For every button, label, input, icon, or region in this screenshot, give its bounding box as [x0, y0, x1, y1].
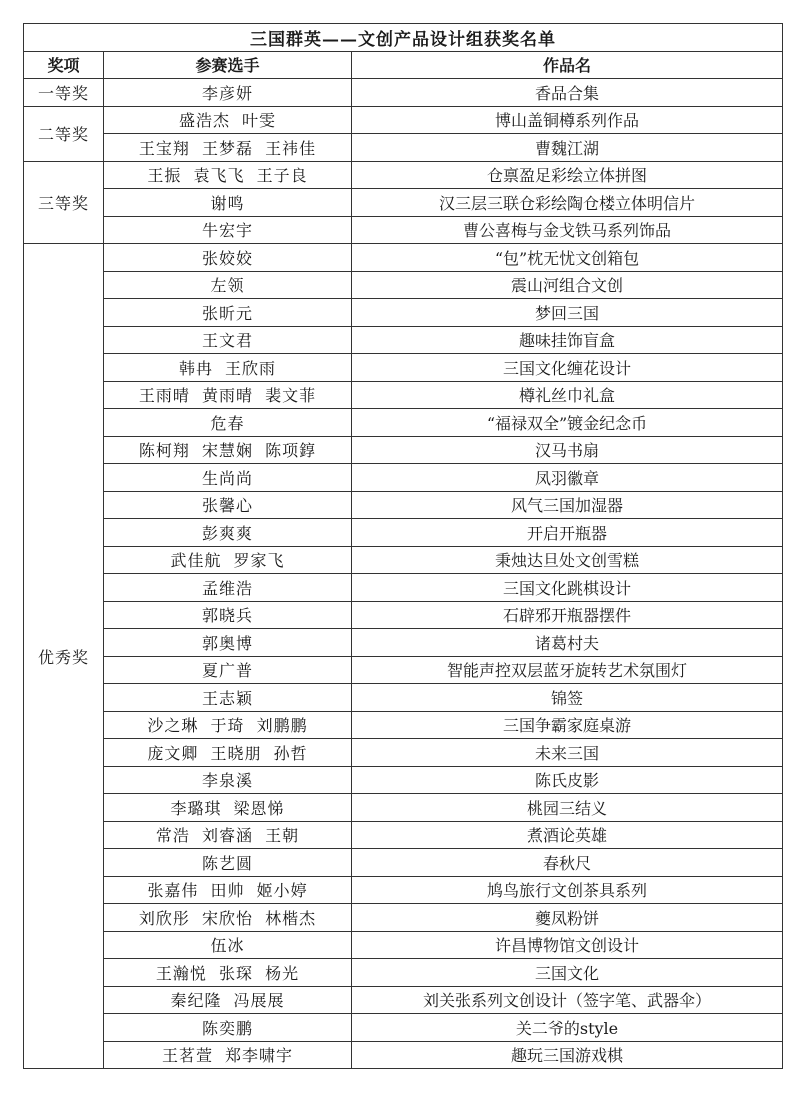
table-row [24, 711, 783, 739]
table-row [24, 959, 783, 987]
work-cell: 锦签 [352, 684, 783, 712]
table-row [24, 409, 783, 437]
title-row [24, 24, 783, 52]
work-cell: 三国文化 [352, 959, 783, 987]
table-row [24, 491, 783, 519]
work-cell: 曹公喜梅与金戈铁马系列饰品 [352, 216, 783, 244]
participants-cell: 李泉溪 [104, 766, 352, 794]
table-row [24, 299, 783, 327]
table-row [24, 161, 783, 189]
participants-cell: 陈艺圆 [104, 849, 352, 877]
participants-cell: 牛宏宇 [104, 216, 352, 244]
work-cell: 博山盖铜樽系列作品 [352, 106, 783, 134]
work-cell: 香品合集 [352, 79, 783, 107]
table-row [24, 216, 783, 244]
participants-cell: 彭爽爽 [104, 519, 352, 547]
table-row [24, 381, 783, 409]
work-cell: “福禄双全”镀金纪念币 [352, 409, 783, 437]
table-row [24, 79, 783, 107]
work-cell: 诸葛村夫 [352, 629, 783, 657]
table-row [24, 794, 783, 822]
participants-cell: 危春 [104, 409, 352, 437]
table-row [24, 189, 783, 217]
participants-cell: 张馨心 [104, 491, 352, 519]
award-cell: 三等奖 [24, 161, 104, 244]
participants-cell: 伍冰 [104, 931, 352, 959]
table-row [24, 519, 783, 547]
table-row [24, 464, 783, 492]
participants-cell: 王宝翔 王梦磊 王祎佳 [104, 134, 352, 162]
table-row [24, 134, 783, 162]
work-cell: 开启开瓶器 [352, 519, 783, 547]
table-row [24, 1014, 783, 1042]
work-cell: 鸠鸟旅行文创茶具系列 [352, 876, 783, 904]
work-cell: 震山河组合文创 [352, 271, 783, 299]
work-cell: 趣玩三国游戏棋 [352, 1041, 783, 1069]
participants-cell: 沙之琳 于琦 刘鹏鹏 [104, 711, 352, 739]
participants-cell: 夏广普 [104, 656, 352, 684]
table-row [24, 766, 783, 794]
work-cell: 石辟邪开瓶器摆件 [352, 601, 783, 629]
participants-cell: 刘欣彤 宋欣怡 林楷杰 [104, 904, 352, 932]
work-cell: 陈氏皮影 [352, 766, 783, 794]
table-row [24, 601, 783, 629]
participants-cell: 郭奥博 [104, 629, 352, 657]
work-cell: 煮酒论英雄 [352, 821, 783, 849]
work-cell: 仓禀盈足彩绘立体拼图 [352, 161, 783, 189]
table-row [24, 271, 783, 299]
table-row [24, 326, 783, 354]
work-cell: 关二爷的style [352, 1014, 783, 1042]
work-cell: 春秋尺 [352, 849, 783, 877]
participants-cell: 王茗萱 郑李啸宇 [104, 1041, 352, 1069]
work-cell: 曹魏江湖 [352, 134, 783, 162]
table-row [24, 629, 783, 657]
work-cell: 樽礼丝巾礼盒 [352, 381, 783, 409]
award-table [23, 23, 783, 1069]
participants-cell: 王文君 [104, 326, 352, 354]
participants-cell: 生尚尚 [104, 464, 352, 492]
participants-cell: 盛浩杰 叶雯 [104, 106, 352, 134]
participants-cell: 王雨晴 黄雨晴 裴文菲 [104, 381, 352, 409]
table-row [24, 684, 783, 712]
work-cell: 未来三国 [352, 739, 783, 767]
participants-cell: 秦纪隆 冯展展 [104, 986, 352, 1014]
participants-cell: 王志颖 [104, 684, 352, 712]
award-cell: 一等奖 [24, 79, 104, 107]
participants-cell: 武佳航 罗家飞 [104, 546, 352, 574]
participants-cell: 王振 袁飞飞 王子良 [104, 161, 352, 189]
work-cell: 夔凤粉饼 [352, 904, 783, 932]
table-row [24, 436, 783, 464]
participants-cell: 陈柯翔 宋慧娴 陈项錞 [104, 436, 352, 464]
participants-cell: 张姣姣 [104, 244, 352, 272]
work-cell: 桃园三结义 [352, 794, 783, 822]
table-row [24, 656, 783, 684]
work-cell: 梦回三国 [352, 299, 783, 327]
table-body [24, 79, 783, 1069]
participants-cell: 陈奕鹏 [104, 1014, 352, 1042]
work-cell: “包”枕无忧文创箱包 [352, 244, 783, 272]
table-row [24, 931, 783, 959]
participants-cell: 张昕元 [104, 299, 352, 327]
award-cell: 优秀奖 [24, 244, 104, 1069]
table-row [24, 904, 783, 932]
header-row [24, 51, 783, 79]
participants-cell: 李彦妍 [104, 79, 352, 107]
participants-cell: 谢鸣 [104, 189, 352, 217]
work-cell: 智能声控双层蓝牙旋转艺术氛围灯 [352, 656, 783, 684]
participants-cell: 庞文卿 王晓朋 孙哲 [104, 739, 352, 767]
work-cell: 凤羽徽章 [352, 464, 783, 492]
table-row [24, 986, 783, 1014]
work-cell: 刘关张系列文创设计（签字笔、武器伞） [352, 986, 783, 1014]
participants-cell: 郭晓兵 [104, 601, 352, 629]
table-row [24, 849, 783, 877]
work-cell: 三国争霸家庭桌游 [352, 711, 783, 739]
award-list-sheet [23, 23, 782, 1069]
header-participants: 参赛选手 [104, 51, 352, 79]
header-award: 奖项 [24, 51, 104, 79]
participants-cell: 孟维浩 [104, 574, 352, 602]
table-row [24, 1041, 783, 1069]
table-row [24, 354, 783, 382]
participants-cell: 李璐琪 梁恩悌 [104, 794, 352, 822]
work-cell: 三国文化缠花设计 [352, 354, 783, 382]
table-title: 三国群英——文创产品设计组获奖名单 [24, 24, 783, 52]
header-work: 作品名 [352, 51, 783, 79]
work-cell: 秉烛达旦处文创雪糕 [352, 546, 783, 574]
table-row [24, 739, 783, 767]
table-row [24, 244, 783, 272]
table-row [24, 821, 783, 849]
participants-cell: 常浩 刘睿涵 王朝 [104, 821, 352, 849]
participants-cell: 张嘉伟 田帅 姬小婷 [104, 876, 352, 904]
work-cell: 趣味挂饰盲盒 [352, 326, 783, 354]
work-cell: 风气三国加湿器 [352, 491, 783, 519]
work-cell: 许昌博物馆文创设计 [352, 931, 783, 959]
table-row [24, 574, 783, 602]
participants-cell: 韩冉 王欣雨 [104, 354, 352, 382]
table-row [24, 106, 783, 134]
participants-cell: 王瀚悦 张琛 杨光 [104, 959, 352, 987]
participants-cell: 左领 [104, 271, 352, 299]
table-row [24, 876, 783, 904]
work-cell: 汉三层三联仓彩绘陶仓楼立体明信片 [352, 189, 783, 217]
work-cell: 三国文化跳棋设计 [352, 574, 783, 602]
table-row [24, 546, 783, 574]
award-cell: 二等奖 [24, 106, 104, 161]
work-cell: 汉马书扇 [352, 436, 783, 464]
